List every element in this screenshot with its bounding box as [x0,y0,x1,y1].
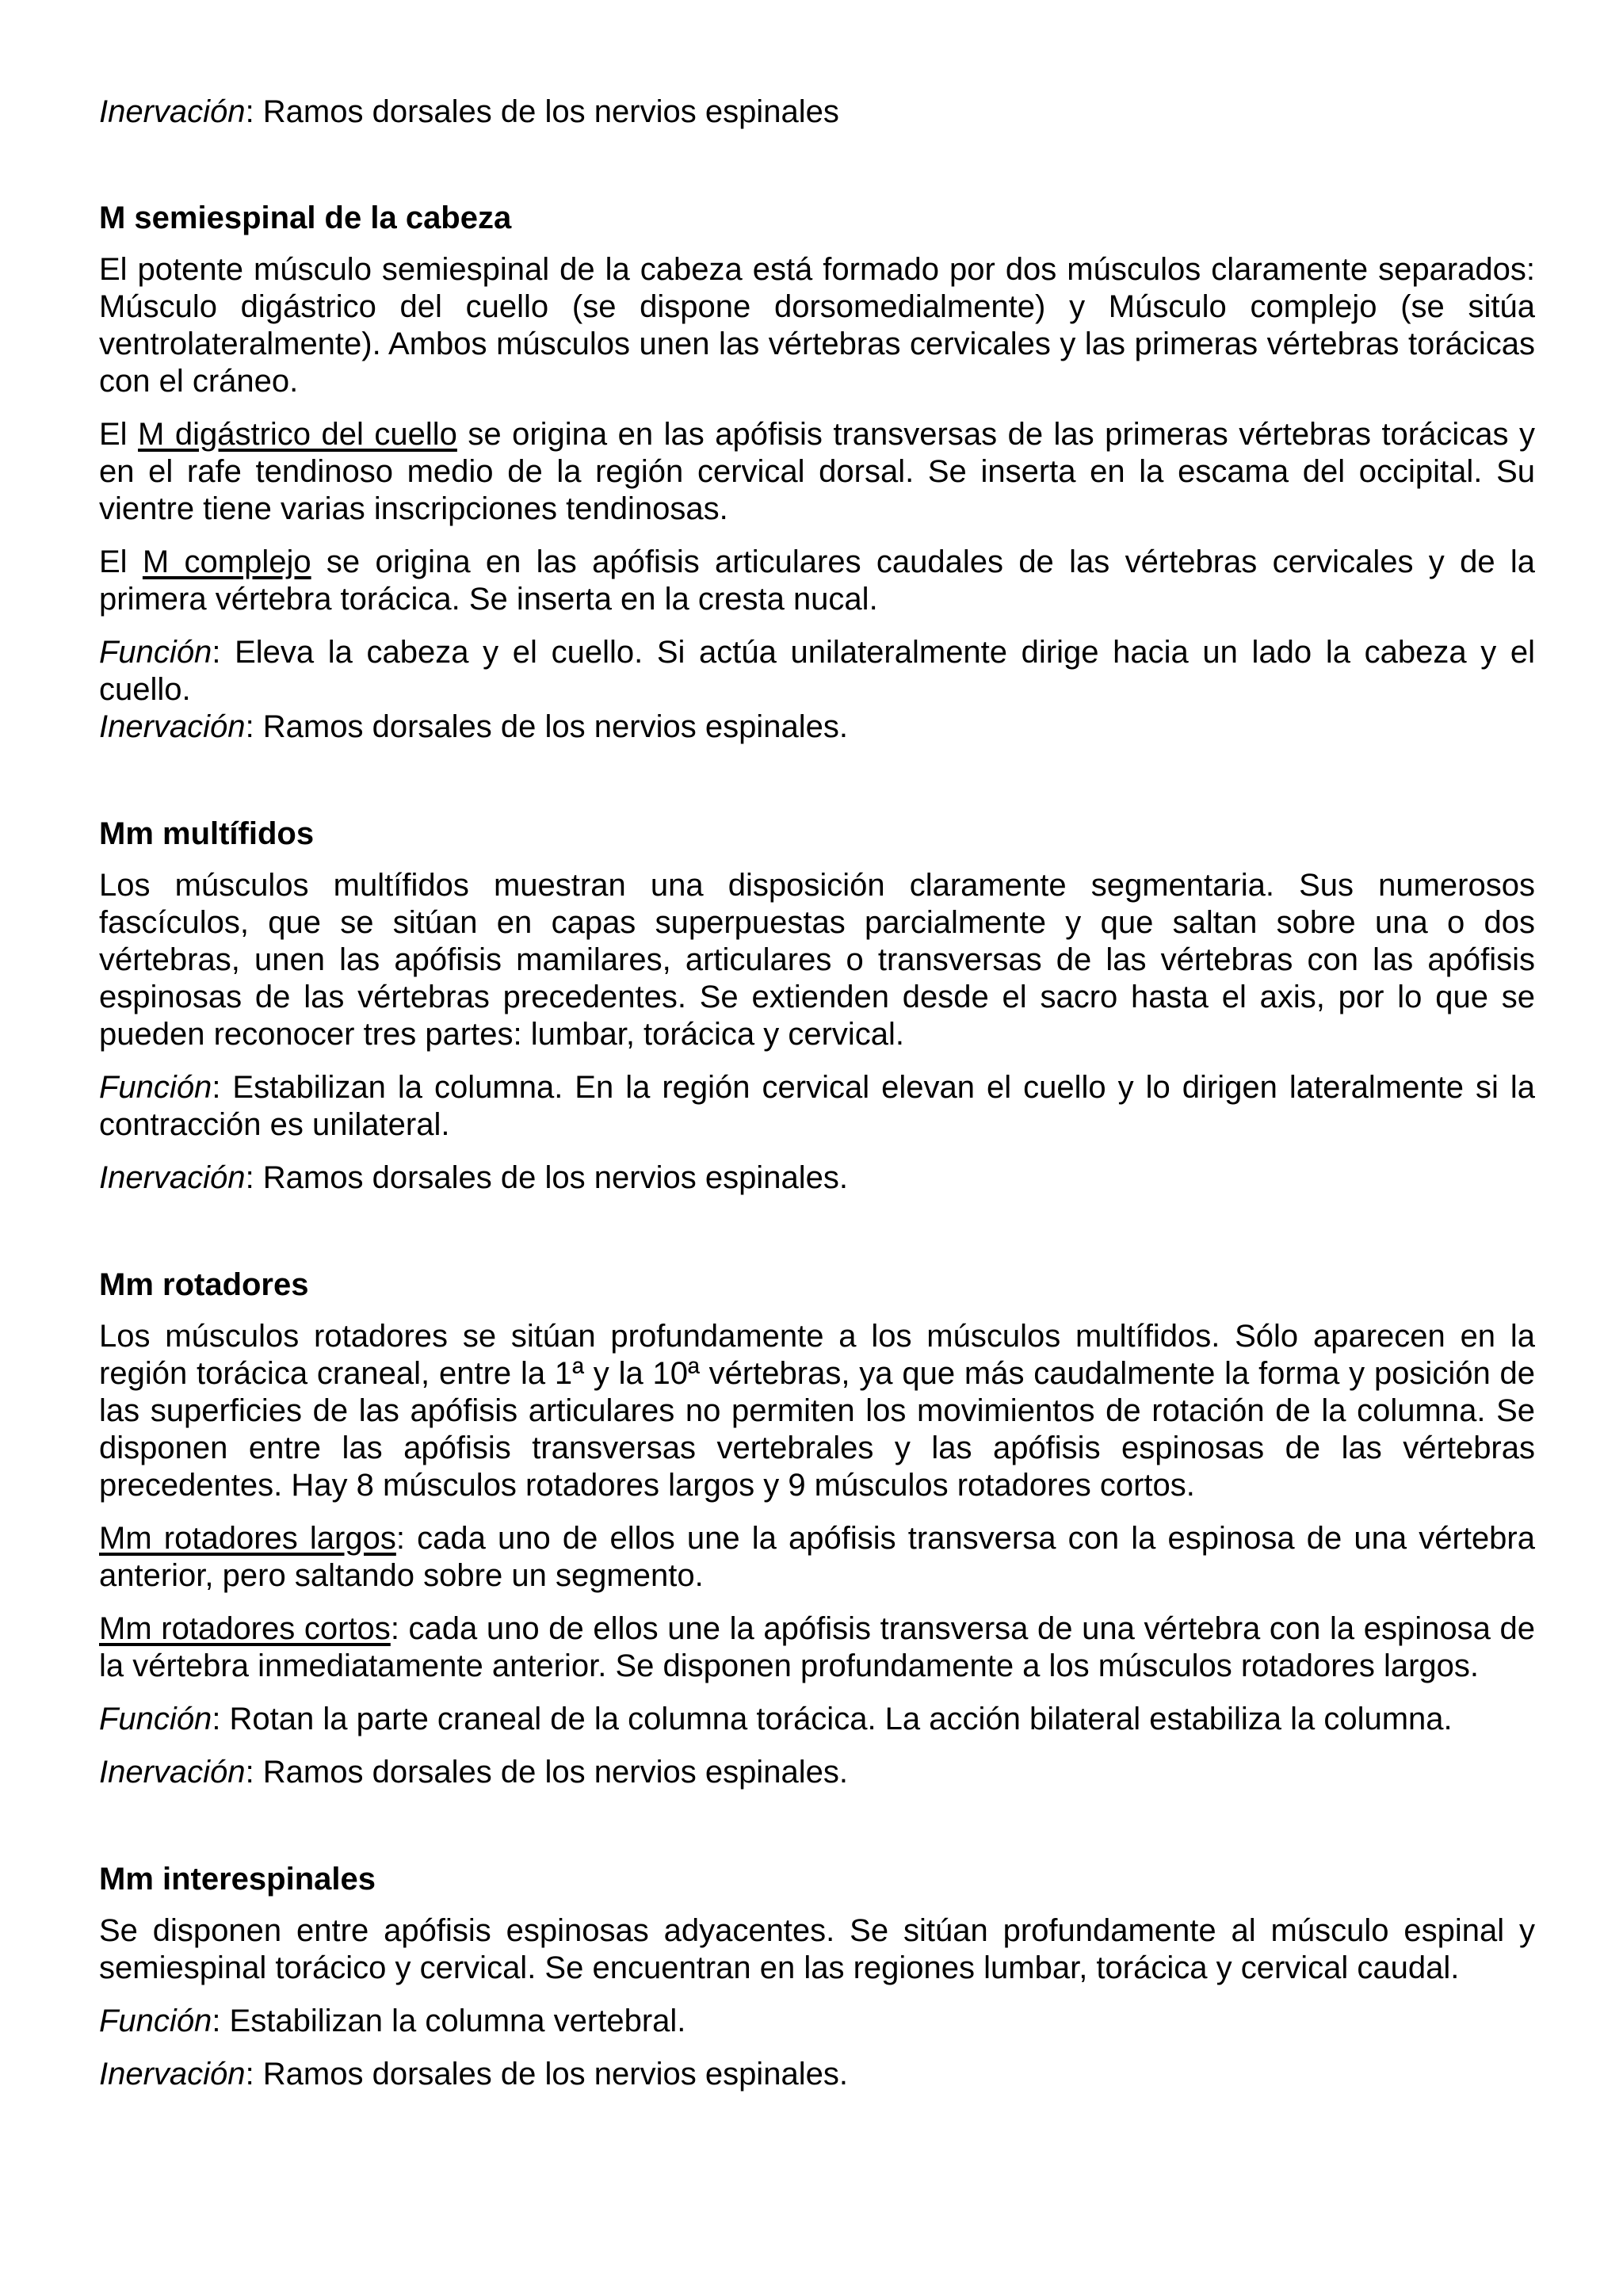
function-line [99,1069,1535,1144]
innervation-text: : Ramos dorsales de los nervios espinales. [245,1160,848,1195]
section-title: Mm rotadores [99,1267,309,1302]
paragraph-complejo [99,544,1535,618]
function-line [99,634,1535,709]
text: El [99,417,139,452]
term-complejo: M complejo [142,544,311,579]
paragraph-rotadores-largos [99,1520,1535,1595]
function-text: : Eleva la cabeza y el cuello. Si actúa unilateralmente dirige hacia un lado la cabeza y el cuello. [99,635,1535,707]
innervation-text: : Ramos dorsales de los nervios espinales [245,94,839,129]
text: : cada uno de ellos une la apófisis transversa con la espinosa de una vértebra anterior, pero saltando sobre un segmento. [99,1521,1535,1593]
paragraph-rotadores-cortos [99,1610,1535,1685]
innervation-label: Inervación [99,1160,246,1195]
paragraph: Los músculos rotadores se sitúan profundamente a los músculos multífidos. Sólo aparecen en la región torácica craneal, entre la 1ª y la 10ª vértebras, ya que más caudalmente la forma y posición de las superficies de las apófisis articulares no permiten los movimientos de rotación de la columna. Se disponen entre las apófisis transversas vertebrales y las apófisis espinosas de las vértebras precedentes. Hay 8 músculos rotadores largos y 9 músculos rotadores cortos. [99,1319,1535,1503]
function-label: Función [99,1070,212,1105]
section-title: M semiespinal de la cabeza [99,201,512,235]
document-page [99,94,1535,2093]
innervation-text: : Ramos dorsales de los nervios espinales. [245,1755,848,1790]
paragraph-digastrico [99,416,1535,528]
innervation-line [99,1754,1535,1791]
innervation-label: Inervación [99,2057,246,2092]
innervation-text: : Ramos dorsales de los nervios espinales. [245,709,848,744]
innervation-label: Inervación [99,1755,246,1790]
function-text: : Rotan la parte craneal de la columna torácica. La acción bilateral estabiliza la columna. [212,1702,1453,1736]
function-text: : Estabilizan la columna vertebral. [212,2004,686,2038]
section-interespinales [99,1861,1535,2093]
text: se origina en las apófisis articulares caudales de las vértebras cervicales y de la primera vértebra torácica. Se inserta en la cresta nucal. [99,544,1536,617]
innervation-text: : Ramos dorsales de los nervios espinales. [245,2057,848,2092]
innervation-label: Inervación [99,94,246,129]
section-multifidos [99,816,1535,1197]
function-label: Función [99,2004,212,2038]
section-title: Mm multífidos [99,816,315,851]
paragraph: Se disponen entre apófisis espinosas adyacentes. Se sitúan profundamente al músculo espinal y semiespinal torácico y cervical. Se encuentran en las regiones lumbar, torácica y cervical caudal. [99,1913,1535,1985]
intro-innervation [99,94,1535,131]
section-semiespinal [99,200,1535,746]
text: El [99,544,143,579]
paragraph: El potente músculo semiespinal de la cabeza está formado por dos músculos claramente separados: Músculo digástrico del cuello (se dispone dorsomedialmente) y Músculo complejo (se sitúa ventrolateralmente). Ambos músculos unen las vértebras cervicales y las primeras vértebras torácicas con el cráneo. [99,252,1535,399]
text: : cada uno de ellos une la apófisis transversa de una vértebra con la espinosa de la vértebra inmediatamente anterior. Se disponen profundamente a los músculos rotadores largos. [99,1611,1536,1683]
function-line [99,2003,1535,2040]
innervation-label: Inervación [99,709,246,744]
innervation-line [99,1159,1535,1197]
function-line [99,1701,1535,1738]
innervation-line [99,709,1535,746]
function-label: Función [99,635,212,670]
term-rotadores-cortos: Mm rotadores cortos [99,1611,391,1646]
term-digastrico: M digástrico del cuello [138,417,457,452]
section-rotadores [99,1266,1535,1791]
section-title: Mm interespinales [99,1862,376,1897]
function-label: Función [99,1702,212,1736]
innervation-line [99,2056,1535,2093]
function-text: : Estabilizan la columna. En la región cervical elevan el cuello y lo dirigen lateralmente si la contracción es unilateral. [99,1070,1535,1142]
term-rotadores-largos: Mm rotadores largos [99,1521,396,1556]
paragraph: Los músculos multífidos muestran una disposición claramente segmentaria. Sus numerosos fascículos, que se sitúan en capas superpuestas parcialmente y que saltan sobre una o dos vértebras, unen las apófisis mamilares, articulares o transversas de las vértebras con las apófisis espinosas de las vértebras precedentes. Se extienden desde el sacro hasta el axis, por lo que se pueden reconocer tres partes: lumbar, torácica y cervical. [99,868,1535,1052]
text: se origina en las apófisis transversas de las primeras vértebras torácicas y en el rafe tendinoso medio de la región cervical dorsal. Se inserta en la escama del occipital. Su vientre tiene varias inscripciones tendinosas. [99,417,1535,526]
